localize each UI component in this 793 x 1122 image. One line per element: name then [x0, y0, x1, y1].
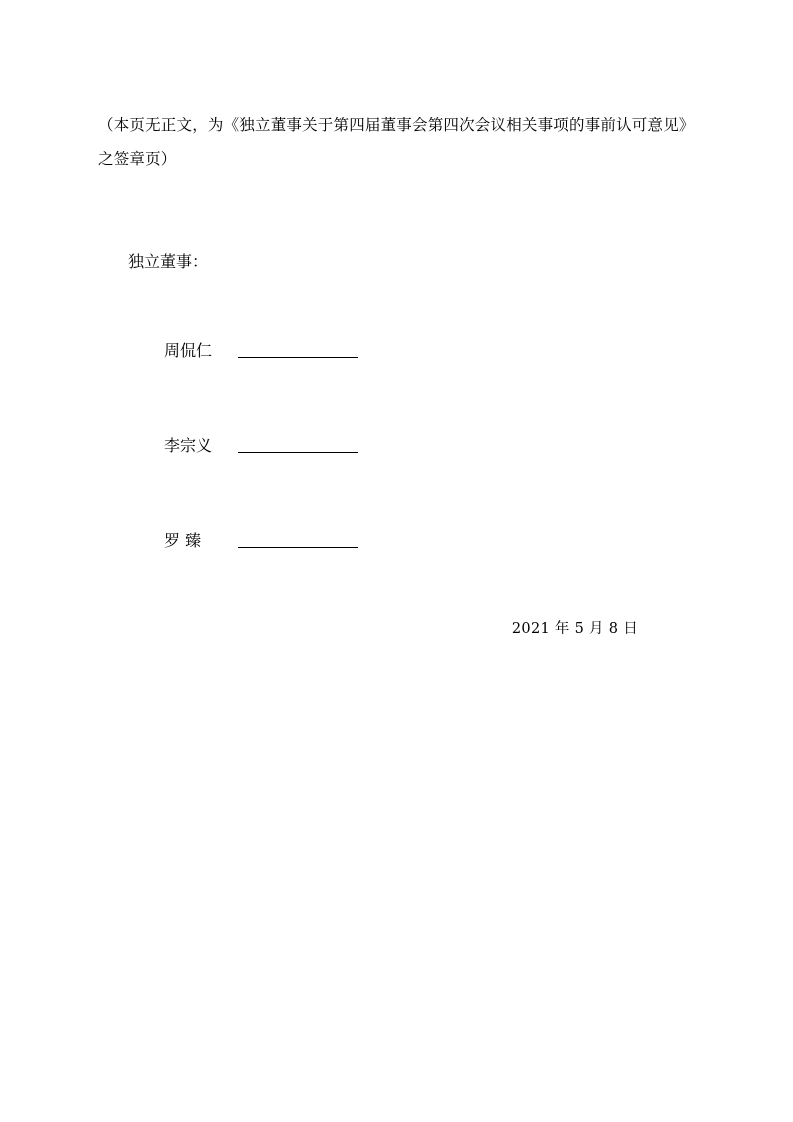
signers-label: 独立董事： [128, 252, 209, 271]
signer-name: 周侃仁 [164, 341, 213, 360]
signature-row [164, 522, 718, 552]
signature-line[interactable] [238, 452, 358, 453]
intro-line-2: 之签章页） [98, 150, 177, 168]
intro-line-1: （本页无正文，为《独立董事关于第四届董事会第四次会议相关事项的事前认可意见》 [98, 116, 695, 134]
signer-name: 李宗义 [164, 436, 213, 455]
signature-list [164, 332, 718, 552]
signature-date: 2021 年 5 月 8 日 [511, 621, 638, 637]
signature-row [164, 427, 718, 457]
signature-line[interactable] [238, 357, 358, 358]
signer-name: 罗 臻 [164, 531, 202, 550]
document-content [98, 108, 718, 638]
signature-row [164, 332, 718, 362]
signature-line[interactable] [238, 547, 358, 548]
intro-paragraph [98, 108, 718, 176]
